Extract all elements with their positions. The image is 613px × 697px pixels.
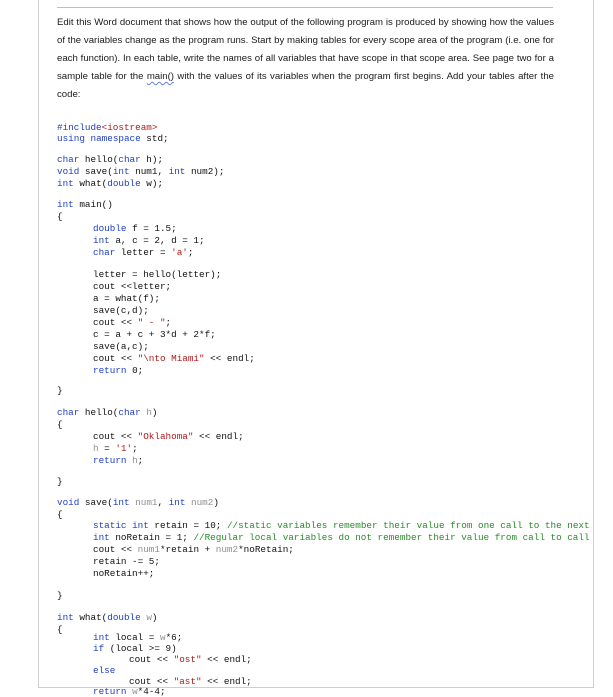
hello-body-line: cout << "Oklahoma" << endl; — [93, 431, 244, 442]
main-body-line: char letter = 'a'; — [93, 247, 194, 258]
main-close-brace: } — [57, 385, 63, 396]
instructions-text-2: with the values of its variables when the program first begins. Add your tables after the code: — [57, 71, 554, 100]
what-body-line: if (local >= 9) — [93, 643, 177, 654]
instructions-text-1: Edit this Word document that shows how the output of the following program is produced by showing how the values of the variables change as the program runs. Start by making tables for every scope area of the program (i.e. one for each function). In each table, write the names of all variables that have scope in that scope area. See page two for a sample table for the — [57, 17, 554, 82]
main-signature: int main() — [57, 199, 113, 210]
save-open-brace: { — [57, 509, 63, 520]
save-body-line: static int retain = 10; //static variables remember their value from one call to the next — [93, 520, 590, 531]
save-signature: void save(int num1, int num2) — [57, 497, 219, 508]
main-word: main() — [146, 71, 174, 82]
save-body-line: noRetain++; — [93, 568, 155, 579]
main-body-line: cout << " - "; — [93, 317, 172, 328]
what-body-line: cout << "ost" << endl; — [129, 654, 252, 665]
header-rule — [57, 7, 553, 8]
main-body-line: save(a,c); — [93, 341, 149, 352]
include-line: #include<iostream> — [57, 122, 158, 133]
what-open-brace: { — [57, 624, 63, 635]
save-body-line: cout << num1*retain + num2*noRetain; — [93, 544, 294, 555]
main-body-line: int a, c = 2, d = 1; — [93, 235, 205, 246]
save-close-brace: } — [57, 590, 63, 601]
main-body-line: cout <<letter; — [93, 281, 172, 292]
what-body-line: cout << "ast" << endl; — [129, 676, 252, 687]
what-body-line: int local = w*6; — [93, 632, 183, 643]
decl-save: void save(int num1, int num2); — [57, 166, 225, 177]
what-signature: int what(double w) — [57, 612, 158, 623]
hello-body-line: h = '1'; — [93, 443, 138, 454]
hello-close-brace: } — [57, 476, 63, 487]
hello-signature: char hello(char h) — [57, 407, 158, 418]
main-body-line: a = what(f); — [93, 293, 160, 304]
main-body-line: double f = 1.5; — [93, 223, 177, 234]
main-body-line: letter = hello(letter); — [93, 269, 222, 280]
hello-body-line: return h; — [93, 455, 144, 466]
main-body-line: return 0; — [93, 365, 144, 376]
using-line: using namespace std; — [57, 133, 169, 144]
decl-hello: char hello(char h); — [57, 154, 164, 165]
instructions-paragraph[interactable] — [57, 14, 554, 104]
hello-open-brace: { — [57, 419, 63, 430]
save-body-line: retain -= 5; — [93, 556, 160, 567]
what-body-line: else — [93, 665, 116, 676]
decl-what: int what(double w); — [57, 178, 164, 189]
save-body-line: int noRetain = 1; //Regular local variables do not remember their value from call to call — [93, 532, 590, 543]
main-body-line: c = a + c + 3*d + 2*f; — [93, 329, 216, 340]
main-open-brace: { — [57, 211, 63, 222]
main-body-line: cout << "\nto Miami" << endl; — [93, 353, 255, 364]
main-body-line: save(c,d); — [93, 305, 149, 316]
what-body-line: return w*4-4; — [93, 686, 166, 697]
